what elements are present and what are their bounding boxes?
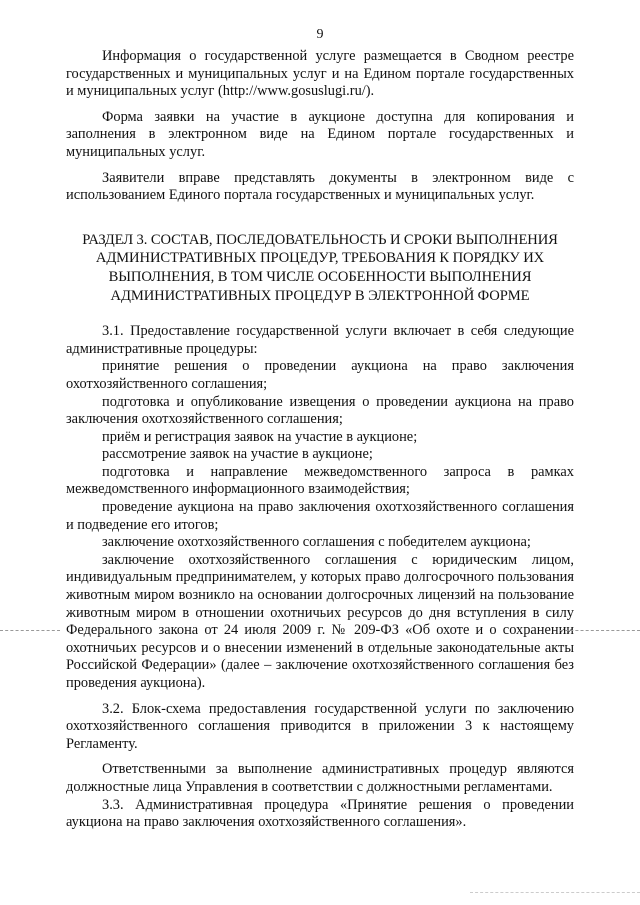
intro-paragraph: Заявители вправе представлять документы в электронном виде с использованием Единого портала государственных и муниципальных услуг. bbox=[66, 169, 574, 204]
section-heading: РАЗДЕЛ 3. СОСТАВ, ПОСЛЕДОВАТЕЛЬНОСТЬ И СРОКИ ВЫПОЛНЕНИЯ АДМИНИСТРАТИВНЫХ ПРОЦЕДУР, ТРЕБОВАНИЯ К ПОРЯДКУ ИХ ВЫПОЛНЕНИЯ, В ТОМ ЧИСЛЕ ОСОБЕННОСТИ ВЫПОЛНЕНИЯ АДМИНИСТРАТИВНЫХ ПРОЦЕДУР В ЭЛЕКТРОННОЙ ФОРМЕ bbox=[82, 231, 558, 304]
body-paragraph: 3.2. Блок-схема предоставления государственной услуги по заключению охотхозяйственного соглашения приводится в приложении 3 к настоящему Регламенту. bbox=[66, 700, 574, 752]
list-item: заключение охотхозяйственного соглашения с юридическим лицом, индивидуальным предпринимателем, у которых право долгосрочного пользования животным миром возникло на основании долгосрочных лицензий на пользование животным миром в отношении охотничьих ресурсов до дня вступления в силу Федерального закона от 24 июля 2009 г. № 209-ФЗ «Об охоте и о сохранении охотничьих ресурсов и о внесении изменений в отдельные законодательные акты Российской Федерации» (далее – заключение охотхозяйственного соглашения без проведения аукциона). bbox=[66, 551, 574, 691]
list-item: приём и регистрация заявок на участие в аукционе; bbox=[102, 428, 418, 445]
page-number: 9 bbox=[316, 27, 324, 42]
list-item: рассмотрение заявок на участие в аукционе; bbox=[102, 446, 373, 463]
body-paragraph: Ответственными за выполнение административных процедур являются должностные лица Управления в соответствии с должностными регламентами. bbox=[66, 761, 574, 795]
body-paragraph: 3.1. Предоставление государственной услуги включает в себя следующие административные процедуры: bbox=[66, 323, 574, 357]
scan-artifact-line bbox=[560, 630, 640, 631]
scan-artifact-line bbox=[0, 630, 60, 631]
list-item: подготовка и опубликование извещения о проведении аукциона на право заключения охотхозяйственного соглашения; bbox=[66, 393, 574, 428]
scan-artifact-line bbox=[470, 892, 640, 893]
list-item: заключение охотхозяйственного соглашения с победителем аукциона; bbox=[102, 534, 531, 551]
list-item: подготовка и направление межведомственного запроса в рамках межведомственного информационного взаимодействия; bbox=[66, 463, 574, 498]
intro-paragraph: Форма заявки на участие в аукционе доступна для копирования и заполнения в электронном виде на Едином портале государственных и муниципальных услуг. bbox=[66, 108, 574, 160]
list-item: проведение аукциона на право заключения охотхозяйственного соглашения и подведение его итогов; bbox=[66, 499, 574, 533]
list-item: принятие решения о проведении аукциона на право заключения охотхозяйственного соглашения; bbox=[66, 358, 574, 392]
intro-paragraph: Информация о государственной услуге размещается в Сводном реестре государственных и муниципальных услуг и на Едином портале государственных и муниципальных услуг (http://www.gosuslugi.ru/). bbox=[66, 48, 574, 100]
body-paragraph: 3.3. Административная процедура «Принятие решения о проведении аукциона на право заключения охотхозяйственного соглашения». bbox=[66, 796, 574, 831]
document-body bbox=[66, 48, 574, 832]
